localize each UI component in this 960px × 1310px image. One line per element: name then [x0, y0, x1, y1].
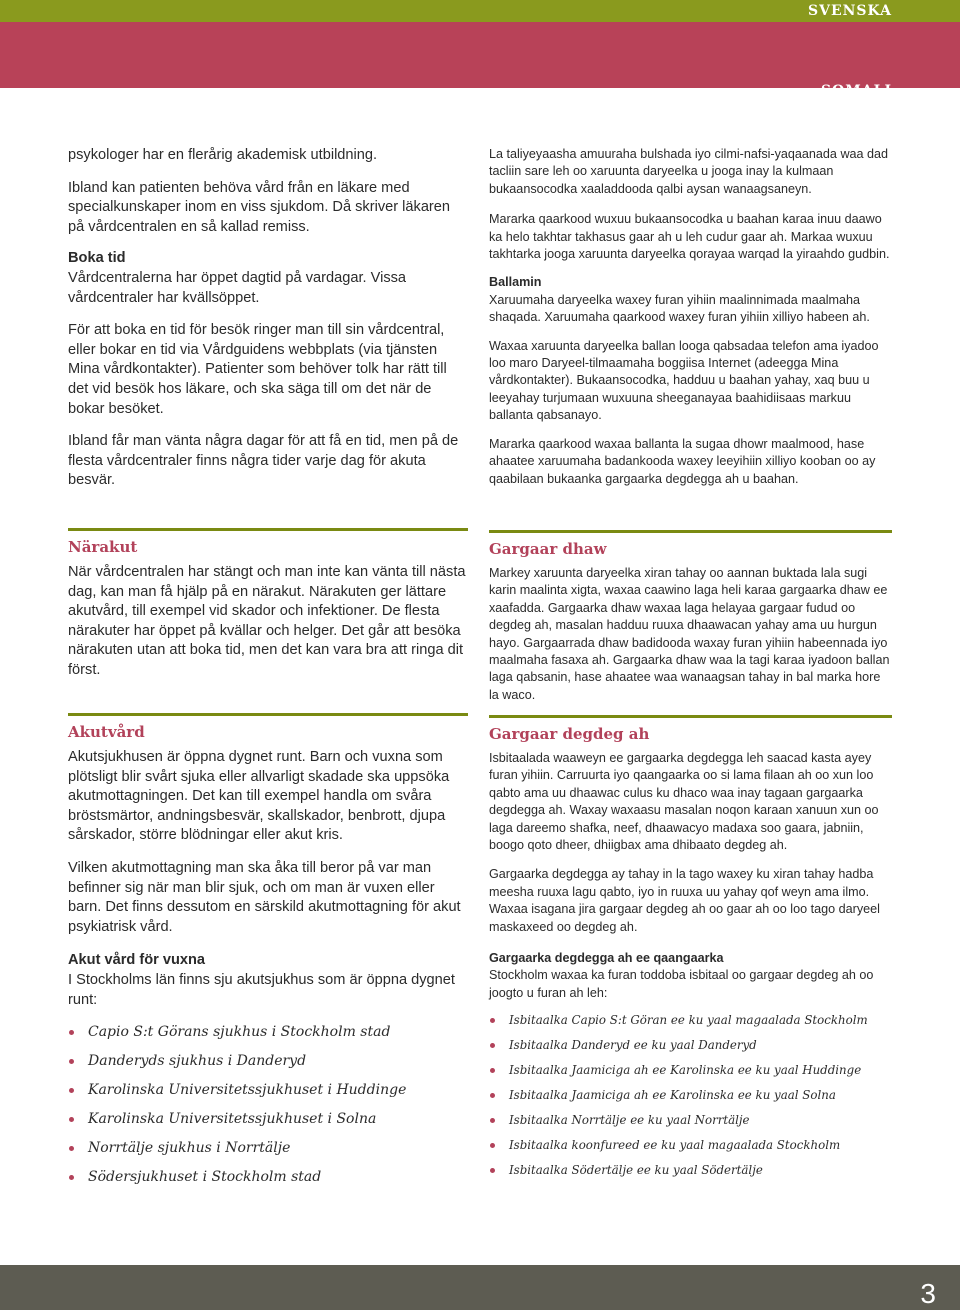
header-bottom-bar — [0, 22, 960, 99]
sv-paragraph: Akutsjukhusen är öppna dygnet runt. Barn och vuxna som plötsligt blir svårt sjuka eller allvarligt skadade ska uppsöka akutmottagningen. Det kan till exempel handla om svåra bröstsmärtor, andningsbesvär, skallskador, benbrott, djupa sårskador, större blödningar eller akut kris. — [68, 749, 450, 844]
section-divider — [68, 713, 468, 716]
bullet-icon — [490, 1118, 495, 1123]
sv-subheading-boka-tid: Boka tid — [68, 250, 126, 267]
sv-paragraph: Ibland kan patienten behöva vård från en läkare med specialkunskaper inom en viss sjukdom. Då skriver läkaren på vårdcentralen en så kallad remiss. — [68, 179, 451, 235]
sv-paragraph: Vårdcentralerna har öppet dagtid på vardagar. Vissa vårdcentraler har kvällsöppet. — [68, 269, 407, 306]
section-akutvard — [68, 713, 468, 1197]
sv-paragraph: Vilken akutmottagning man ska åka till beror på var man befinner sig när man blir sjuk, och om man är vuxen eller barn. Det finns dessutom en särskild akutmottagning för akut psykiatrisk vård. — [68, 859, 461, 935]
section-divider — [489, 530, 892, 533]
list-item: Isbitaalka Södertälje ee ku yaal Södertälje — [489, 1162, 892, 1178]
list-item: Isbitaalka Capio S:t Göran ee ku yaal magaalada Stockholm — [489, 1012, 892, 1028]
so-paragraph: Mararka qaarkood wuxuu bukaansocodka u baahan karaa inuu daawo ka helo takhtar takhasus gaar ah u leh cudur gaar ah. Markaa wuxuu takhtarka jooga xaruunta daryeelka qorayaa warqad la yiraahdo gudbin. — [489, 212, 890, 262]
language-label-somali: SOMALI — [820, 83, 892, 99]
so-paragraph: Isbitaalada waaweyn ee gargaarka degdegga leh saacad kasta ayey furan yihiin. Carruurta iyo qaangaarka oo si lama filaan ah oo xun loo qabto ama uu dhaawac culus ku dhaco waa inay tagaan gargaarka degdegga ah. Waxay waxaasu masalan noqon karaan xanuun xun oo laga dareemo shafka, neef, dhaawacyo madaxa soo gaara, jabniin, boogo qoto dheer, dhiigbax ama dhibaato degdeg ah. — [489, 751, 879, 853]
bullet-icon — [490, 1068, 495, 1073]
bullet-icon — [490, 1143, 495, 1148]
bullet-icon — [69, 1088, 74, 1093]
bullet-icon — [69, 1030, 74, 1035]
list-item: Isbitaalka Norrtälje ee ku yaal Norrtälje — [489, 1112, 892, 1128]
sv-paragraph: psykologer har en flerårig akademisk utbildning. — [68, 147, 378, 163]
so-subheading-ballamin: Ballamin — [489, 275, 542, 290]
hospital-list-so — [489, 1012, 892, 1178]
bullet-icon — [69, 1175, 74, 1180]
list-item: Isbitaalka Jaamiciga ah ee Karolinska ee ku yaal Huddinge — [489, 1062, 892, 1078]
sv-paragraph: Ibland får man vänta några dagar för att få en tid, men på de flesta vårdcentraler finns några tider varje dag för akuta besvär. — [68, 433, 459, 489]
list-item: Södersjukhuset i Stockholm stad — [68, 1168, 468, 1187]
sv-subheading-akut-vard: Akut vård för vuxna — [68, 952, 206, 969]
so-paragraph: Markey xaruunta daryeelka xiran tahay oo aannan buktada lala sugi karin maalinta xigta, waxaa caawino laga heli karaa gargaarka dhaw ee xaafadda. Gargaarka dhaw waxaa laga helayaa gargaar fudud oo degdeg ah, masalan hadduu ruuxa dhaawacan yahay ama uu hurgun hayo. Gargaarrada dhaw badidooda waxay furan yihiin habeennada iyo maalmaha fasaxa ah. Gargaarka dhaw waa la tagi karaa iyadoon ballan laga qabsanin, hase ahaatee waa wanaagsan tahay in bal marka hore la waco. — [489, 566, 890, 702]
list-item: Danderyds sjukhus i Danderyd — [68, 1052, 468, 1071]
hospital-list-sv — [68, 1023, 468, 1187]
section-narakut — [68, 528, 468, 681]
bullet-icon — [69, 1059, 74, 1064]
bullet-icon — [490, 1018, 495, 1023]
so-paragraph: Mararka qaarkood waxaa ballanta la sugaa dhowr maalmood, hase ahaatee xaruumaha badankooda waxey leeyihiin xilliyo kooban oo ay qaabilaan bukaanka gargaarka degdegga ah u baahan. — [489, 436, 876, 486]
section-title: Närakut — [68, 538, 138, 556]
so-paragraph: La taliyeyaasha amuuraha bulshada iyo cilmi-nafsi-yaqaanada waa dad tacliin sare leh oo xaruunta daryeelka u jooga inay la kulmaan bukaansocodka xaaladdooda qalbi aysan wanaagsaneyn. — [489, 147, 889, 196]
section-title: Akutvård — [68, 723, 145, 741]
bullet-icon — [490, 1093, 495, 1098]
list-item: Norrtälje sjukhus i Norrtälje — [68, 1139, 468, 1158]
bullet-icon — [490, 1168, 495, 1173]
list-item: Isbitaalka koonfureed ee ku yaal magaalada Stockholm — [489, 1137, 892, 1153]
sv-paragraph: När vårdcentralen har stängt och man inte kan vänta till nästa dag, kan man få hjälp på en närakut. Närakuten ger lättare akutvård, till exempel vid skador och infektioner. De flesta närakuter har öppet på kvällar och helger. Det går att besöka närakuten utan att boka tid, men det kan vara bra att ringa dit först. — [68, 564, 466, 678]
so-subheading-qaangaarka: Gargaarka degdegga ah ee qaangaarka — [489, 951, 724, 966]
bullet-icon — [69, 1146, 74, 1151]
so-paragraph: Xaruumaha daryeelka waxey furan yihiin maalinnimada maalmaha shaqada. Xaruumaha qaarkood waxey furan yihiin xilliyo habeen ah. — [489, 292, 870, 325]
section-gargaar-dhaw — [489, 530, 892, 704]
bullet-icon — [69, 1117, 74, 1122]
swedish-intro — [68, 146, 468, 491]
language-label-swedish: SVENSKA — [807, 3, 892, 19]
list-item: Capio S:t Görans sjukhus i Stockholm stad — [68, 1023, 468, 1042]
list-item: Karolinska Universitetssjukhuset i Solna — [68, 1110, 468, 1129]
list-item: Isbitaalka Jaamiciga ah ee Karolinska ee ku yaal Solna — [489, 1087, 892, 1103]
so-paragraph: Stockholm waxaa ka furan toddoba isbitaal oo gargaar degdeg ah oo joogto u furan ah leh: — [489, 968, 874, 1000]
section-title: Gargaar dhaw — [489, 540, 607, 558]
section-gargaar-degdeg — [489, 715, 892, 1187]
so-paragraph: Gargaarka degdegga ay tahay in la tago waxey ku xiran tahay hadba meesha ruuxa lagu qabto, iyo in ruuxa uu yahay qof weyn ama ilmo. Waxaa isagana jira gargaar degdeg ah oo gaar ah oo loo tago daryeel maskaxeed oo degdeg ah. — [489, 867, 880, 934]
sv-paragraph: För att boka en tid för besök ringer man till sin vårdcentral, eller bokar en tid via Vårdguidens webbplats (via tjänsten Mina vårdkontakter). Patienter som behöver tolk har rätt till det vid besök hos läkare, och ska säga till om det när de bokar besöket. — [68, 322, 447, 417]
sv-paragraph: I Stockholms län finns sju akutsjukhus som är öppna dygnet runt: — [68, 971, 455, 1008]
list-item: Karolinska Universitetssjukhuset i Huddinge — [68, 1081, 468, 1100]
page-footer — [0, 1265, 960, 1310]
somali-intro — [489, 146, 892, 488]
bullet-icon — [490, 1043, 495, 1048]
so-paragraph: Waxaa xaruunta daryeelka ballan looga qabsadaa telefon ama iyadoo loo maro Daryeel-tilmaamaha boggiisa Internet (adeegga Mina vårdkontakter). Bukaansocodka, hadduu u baahan yahay, xaq buu u leeyahay turjumaan wuxuuna sheeganayaa baahidiisaas markuu ballanta qabsanayo. — [489, 338, 879, 423]
section-title: Gargaar degdeg ah — [489, 725, 650, 743]
list-item: Isbitaalka Danderyd ee ku yaal Danderyd — [489, 1037, 892, 1053]
page-number: 3 — [920, 1278, 936, 1309]
section-divider — [68, 528, 468, 531]
header-top-bar — [0, 0, 960, 22]
section-divider — [489, 715, 892, 718]
